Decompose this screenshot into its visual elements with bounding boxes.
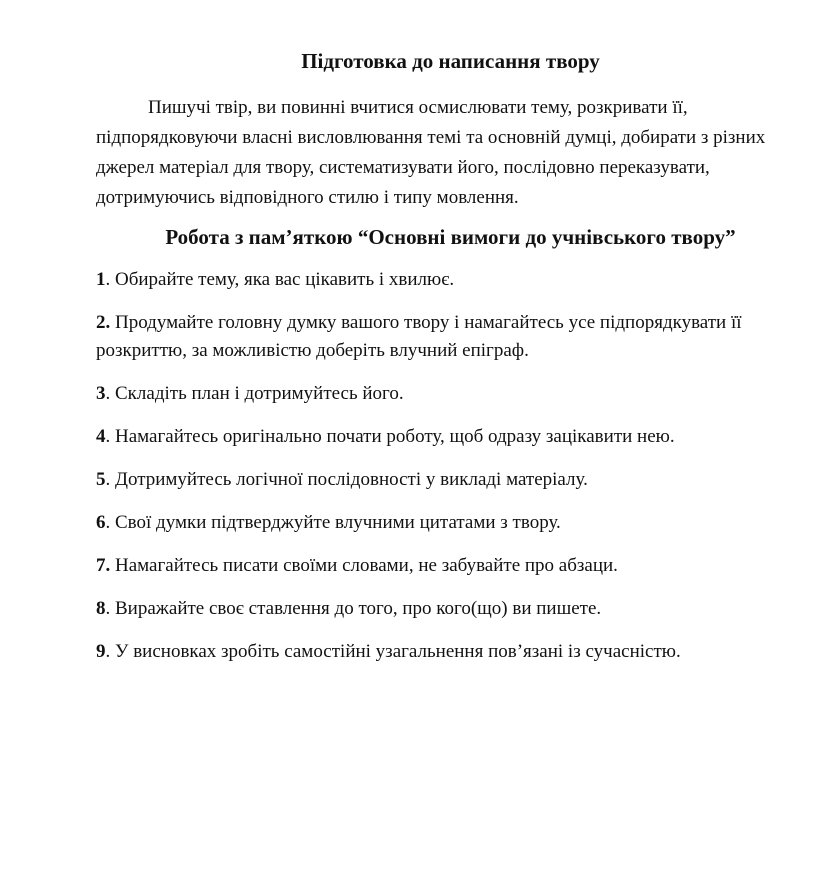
item-number: 2. (96, 312, 111, 333)
page-title: Підготовка до написання твору (301, 49, 600, 73)
section-subtitle: Робота з пам’яткою “Основні вимоги до учнівського твору” (165, 225, 736, 249)
requirements-list (96, 266, 808, 681)
item-text: Складіть план і дотримуйтесь його. (115, 383, 404, 404)
item-text: Дотримуйтесь логічної послідовності у викладі матеріалу. (115, 469, 588, 490)
list-item (96, 509, 808, 537)
list-item (96, 266, 808, 294)
item-number: 9 (96, 641, 106, 662)
list-item (96, 466, 808, 494)
item-separator: . (105, 426, 115, 447)
item-separator: . (105, 269, 115, 290)
item-separator: . (105, 641, 115, 662)
list-item (96, 309, 808, 365)
item-text: Намагайтесь оригінально почати роботу, щоб одразу зацікавити нею. (115, 426, 675, 447)
list-item (96, 638, 808, 666)
item-text: Намагайтесь писати своїми словами, не забувайте про абзаци. (115, 555, 618, 576)
item-separator: . (105, 512, 115, 533)
list-item (96, 423, 808, 451)
intro-paragraph: Пишучі твір, ви повинні вчитися осмислювати тему, розкривати її, підпорядковуючи власні висловлювання темі та основній думці, добирати з різних джерел матеріал для твору, систематизувати його, послідовно переказувати, дотримуючись відповідного стилю і типу мовлення. (96, 97, 766, 208)
item-separator: . (105, 469, 115, 490)
item-number: 3 (96, 383, 106, 404)
item-number: 5 (96, 469, 106, 490)
item-text: У висновках зробіть самостійні узагальнення пов’язані із сучасністю. (115, 641, 681, 662)
item-text: Продумайте головну думку вашого твору і намагайтесь усе підпорядкувати її розкриттю, за можливістю доберіть влучний епіграф. (96, 312, 742, 361)
list-item (96, 380, 808, 408)
item-text: Свої думки підтверджуйте влучними цитатами з твору. (115, 512, 561, 533)
item-separator: . (105, 598, 115, 619)
item-number: 8 (96, 598, 106, 619)
item-number: 1 (96, 269, 106, 290)
list-item (96, 595, 808, 623)
item-number: 6 (96, 512, 106, 533)
item-number: 4 (96, 426, 106, 447)
item-text: Обирайте тему, яка вас цікавить і хвилює. (115, 269, 455, 290)
item-separator: . (105, 383, 115, 404)
list-item (96, 552, 808, 580)
item-number: 7. (96, 555, 111, 576)
item-text: Виражайте своє ставлення до того, про кого(що) ви пишете. (115, 598, 602, 619)
